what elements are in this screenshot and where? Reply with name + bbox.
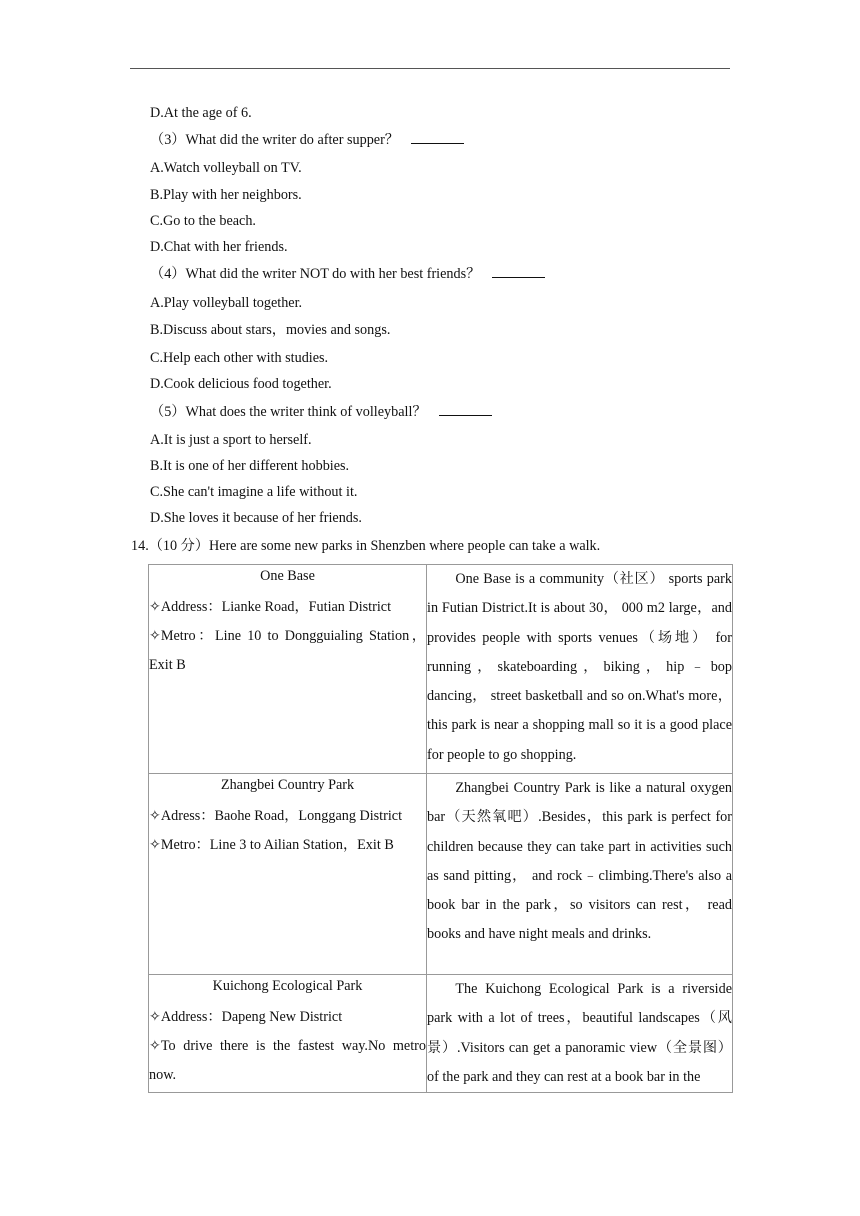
q4-option-b: B.Discuss about stars，movies and songs. [150,322,391,338]
park-description-cell [427,774,733,975]
q3-option-a: A.Watch volleyball on TV. [150,160,302,176]
q3-answer-blank[interactable] [411,131,464,144]
table-row [149,565,733,774]
q4-stem [150,265,545,283]
park-info-cell [149,774,427,975]
park-name: Zhangbei Country Park [220,777,355,793]
park-transport: ✧Metro：Line 3 to Ailian Station，Exit B [149,837,394,853]
park-description-cell [427,565,733,774]
q4-answer-blank[interactable] [492,265,545,278]
park-name: Kuichong Ecological Park [212,978,363,994]
q2-option-d: D.At the age of 6. [150,105,252,121]
park-info-cell [149,565,427,774]
q14-heading: 14.（10 分）Here are some new parks in Shenzben where people can take a walk. [131,538,601,554]
park-description: The Kuichong Ecological Park is a riverside park with a lot of trees，beautiful landscapes（风景）.Visitors can get a panoramic view（全景图） of the park and they can rest at a book bar in the [427,981,732,1085]
q5-option-d: D.She loves it because of her friends. [150,510,362,526]
q5-option-b: B.It is one of her different hobbies. [150,458,350,474]
park-description-cell [427,975,733,1093]
q4-option-a: A.Play volleyball together. [150,295,303,311]
q3-stem-text: （3）What did the writer do after supper？ [150,132,399,148]
q3-stem [150,131,464,149]
table-row [149,774,733,975]
park-info-cell [149,975,427,1093]
parks-table [148,564,733,1093]
q4-option-c: C.Help each other with studies. [150,350,329,366]
q5-answer-blank[interactable] [439,403,492,416]
park-name: One Base [260,568,315,584]
q3-option-d: D.Chat with her friends. [150,239,288,255]
park-description: One Base is a community（社区） sports park in Futian District.It is about 30， 000 m2 large，and provides people with sports venues（场地） for running，skateboarding，biking，hip﹣bop dancing， street basketball and so on.What's more，this park is near a shopping mall so it is a good place for people to go shopping. [427,571,732,763]
park-address: ✧Adress：Baohe Road，Longgang District [149,808,403,824]
park-description: Zhangbei Country Park is like a natural oxygen bar（天然氧吧）.Besides，this park is perfect for children because they can take part in activities such as sand pitting， and rock﹣climbing.There's also a book bar in the park，so visitors can rest， read books and have night meals and drinks. [427,780,732,943]
park-address: ✧Address：Dapeng New District [149,1009,343,1025]
q5-stem [150,403,492,421]
park-transport: ✧To drive there is the fastest way.No metro now. [149,1038,426,1083]
q3-option-b: B.Play with her neighbors. [150,187,302,203]
q5-option-c: C.She can't imagine a life without it. [150,484,358,500]
park-address: ✧Address：Lianke Road，Futian District [149,599,392,615]
q5-stem-text: （5）What does the writer think of volleyball？ [150,404,427,420]
q4-option-d: D.Cook delicious food together. [150,376,332,392]
q5-option-a: A.It is just a sport to herself. [150,432,312,448]
q4-stem-text: （4）What did the writer NOT do with her best friends？ [150,266,481,282]
q3-option-c: C.Go to the beach. [150,213,256,229]
table-row [149,975,733,1093]
park-transport: ✧Metro：Line 10 to Dongguialing Station，Exit B [149,628,426,673]
header-rule [130,68,730,69]
